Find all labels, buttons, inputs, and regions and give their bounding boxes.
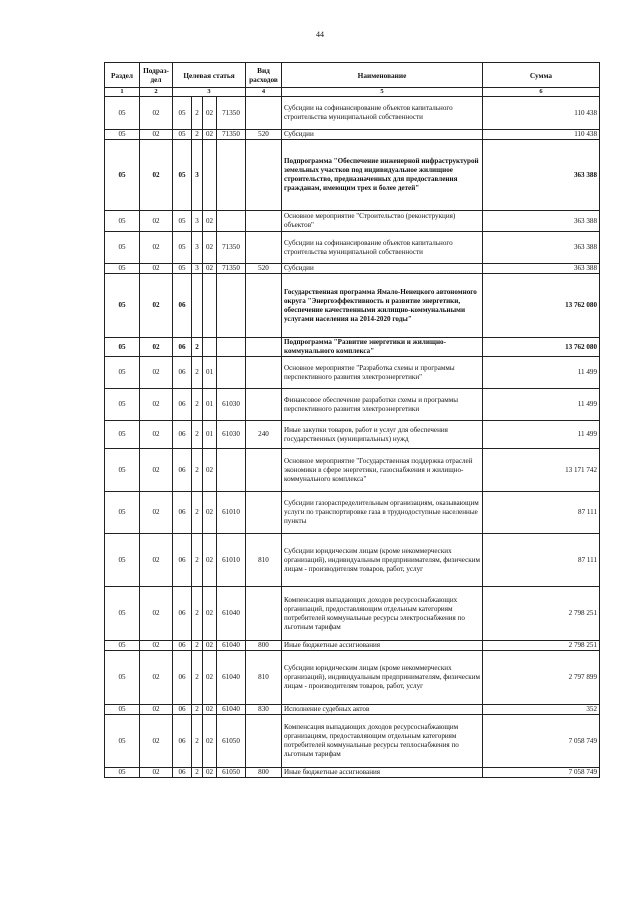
cell-target-measure bbox=[203, 338, 217, 357]
cell-target-program: 06 bbox=[173, 651, 192, 705]
cell-naimenovanie: Субсидии на софинансирование объектов капитального строительства муниципальной собственности bbox=[282, 232, 483, 264]
cell-naimenovanie: Субсидии bbox=[282, 264, 483, 274]
cell-target-measure: 01 bbox=[203, 357, 217, 389]
cell-podrazdel: 02 bbox=[140, 389, 173, 421]
table-row bbox=[105, 651, 600, 705]
cell-summa: 87 111 bbox=[483, 534, 600, 587]
cell-vid-raskhodov bbox=[246, 715, 282, 768]
cell-summa: 110 438 bbox=[483, 130, 600, 140]
cell-summa: 7 058 749 bbox=[483, 715, 600, 768]
column-number: 4 bbox=[246, 88, 282, 97]
cell-naimenovanie: Основное мероприятие "Государственная поддержка отраслей экономики в сфере энергетики, газоснабжения и жилищно-коммунального комплекса" bbox=[282, 449, 483, 492]
cell-podrazdel: 02 bbox=[140, 264, 173, 274]
cell-target-program: 05 bbox=[173, 130, 192, 140]
table-row bbox=[105, 274, 600, 338]
cell-target-program: 05 bbox=[173, 264, 192, 274]
cell-naimenovanie: Основное мероприятие "Разработка схемы и программы перспективного развития электроэнергетики" bbox=[282, 357, 483, 389]
cell-naimenovanie: Финансовое обеспечение разработки схемы и программы перспективного развития электроэнергетики bbox=[282, 389, 483, 421]
cell-target-measure: 02 bbox=[203, 651, 217, 705]
table-row bbox=[105, 264, 600, 274]
cell-target-subprogram: 2 bbox=[192, 587, 203, 641]
cell-target-direction bbox=[217, 140, 246, 211]
cell-naimenovanie: Субсидии юридическим лицам (кроме некоммерческих организаций), индивидуальным предпринимателям, физическим лицам - производителям товаров, работ, услуг bbox=[282, 651, 483, 705]
cell-podrazdel: 02 bbox=[140, 130, 173, 140]
cell-razdel: 05 bbox=[105, 130, 140, 140]
cell-target-subprogram: 2 bbox=[192, 705, 203, 715]
cell-naimenovanie: Подпрограмма "Развитие энергетики и жилищно-коммунального комплекса" bbox=[282, 338, 483, 357]
header-vid-raskhodov: Вид расходов bbox=[246, 63, 282, 88]
cell-podrazdel: 02 bbox=[140, 421, 173, 449]
cell-razdel: 05 bbox=[105, 338, 140, 357]
cell-razdel: 05 bbox=[105, 715, 140, 768]
cell-target-subprogram: 2 bbox=[192, 421, 203, 449]
header-podrazdel: Подраз-дел bbox=[140, 63, 173, 88]
cell-target-direction: 61040 bbox=[217, 705, 246, 715]
cell-vid-raskhodov bbox=[246, 357, 282, 389]
cell-vid-raskhodov: 520 bbox=[246, 264, 282, 274]
cell-target-direction: 61010 bbox=[217, 492, 246, 534]
cell-razdel: 05 bbox=[105, 274, 140, 338]
cell-naimenovanie: Субсидии bbox=[282, 130, 483, 140]
cell-target-program: 05 bbox=[173, 97, 192, 130]
cell-naimenovanie: Компенсация выпадающих доходов ресурсоснабжающих организаций, предоставляющим отдельным категориям потребителей коммунальные ресурсы электроснабжения по льготным тарифам bbox=[282, 587, 483, 641]
cell-summa: 363 388 bbox=[483, 232, 600, 264]
table-row bbox=[105, 97, 600, 130]
table-row bbox=[105, 492, 600, 534]
table-row bbox=[105, 587, 600, 641]
cell-vid-raskhodov: 800 bbox=[246, 641, 282, 651]
table-row bbox=[105, 641, 600, 651]
cell-target-direction: 61040 bbox=[217, 651, 246, 705]
cell-target-direction bbox=[217, 338, 246, 357]
cell-razdel: 05 bbox=[105, 421, 140, 449]
cell-razdel: 05 bbox=[105, 232, 140, 264]
cell-vid-raskhodov bbox=[246, 389, 282, 421]
cell-target-measure: 02 bbox=[203, 97, 217, 130]
cell-target-subprogram: 2 bbox=[192, 641, 203, 651]
cell-target-subprogram: 2 bbox=[192, 97, 203, 130]
column-number: 1 bbox=[105, 88, 140, 97]
cell-target-subprogram: 2 bbox=[192, 130, 203, 140]
cell-naimenovanie: Субсидии юридическим лицам (кроме некоммерческих организаций), индивидуальным предпринимателям, физическим лицам - производителям товаров, работ, услуг bbox=[282, 534, 483, 587]
cell-podrazdel: 02 bbox=[140, 274, 173, 338]
cell-podrazdel: 02 bbox=[140, 97, 173, 130]
cell-podrazdel: 02 bbox=[140, 641, 173, 651]
table-row bbox=[105, 421, 600, 449]
cell-target-measure: 02 bbox=[203, 768, 217, 778]
cell-target-subprogram: 2 bbox=[192, 389, 203, 421]
cell-podrazdel: 02 bbox=[140, 357, 173, 389]
cell-naimenovanie: Иные бюджетные ассигнования bbox=[282, 768, 483, 778]
table-row bbox=[105, 211, 600, 232]
cell-vid-raskhodov bbox=[246, 97, 282, 130]
cell-summa: 11 499 bbox=[483, 389, 600, 421]
cell-summa: 363 388 bbox=[483, 264, 600, 274]
cell-target-direction: 71350 bbox=[217, 130, 246, 140]
table-row bbox=[105, 449, 600, 492]
cell-vid-raskhodov bbox=[246, 338, 282, 357]
header-tselevaya-statya: Целевая статья bbox=[173, 63, 246, 88]
cell-vid-raskhodov bbox=[246, 211, 282, 232]
cell-razdel: 05 bbox=[105, 492, 140, 534]
cell-vid-raskhodov bbox=[246, 232, 282, 264]
cell-target-program: 06 bbox=[173, 715, 192, 768]
cell-target-subprogram: 3 bbox=[192, 232, 203, 264]
column-number: 6 bbox=[483, 88, 600, 97]
cell-target-direction bbox=[217, 211, 246, 232]
cell-target-measure: 02 bbox=[203, 130, 217, 140]
cell-vid-raskhodov: 240 bbox=[246, 421, 282, 449]
column-number-row bbox=[105, 88, 600, 97]
cell-target-direction: 61040 bbox=[217, 641, 246, 651]
cell-vid-raskhodov bbox=[246, 587, 282, 641]
cell-target-measure: 02 bbox=[203, 492, 217, 534]
cell-target-direction bbox=[217, 274, 246, 338]
cell-podrazdel: 02 bbox=[140, 705, 173, 715]
table-header-row bbox=[105, 63, 600, 88]
cell-target-program: 05 bbox=[173, 232, 192, 264]
cell-summa: 7 058 749 bbox=[483, 768, 600, 778]
cell-razdel: 05 bbox=[105, 641, 140, 651]
cell-podrazdel: 02 bbox=[140, 492, 173, 534]
cell-summa: 363 388 bbox=[483, 140, 600, 211]
cell-razdel: 05 bbox=[105, 389, 140, 421]
cell-target-program: 06 bbox=[173, 421, 192, 449]
cell-summa: 110 438 bbox=[483, 97, 600, 130]
cell-target-program: 06 bbox=[173, 768, 192, 778]
cell-naimenovanie: Иные бюджетные ассигнования bbox=[282, 641, 483, 651]
cell-vid-raskhodov bbox=[246, 140, 282, 211]
cell-summa: 11 499 bbox=[483, 421, 600, 449]
cell-summa: 13 171 742 bbox=[483, 449, 600, 492]
cell-target-program: 05 bbox=[173, 211, 192, 232]
budget-table bbox=[104, 62, 600, 778]
cell-podrazdel: 02 bbox=[140, 449, 173, 492]
table-row bbox=[105, 357, 600, 389]
cell-podrazdel: 02 bbox=[140, 232, 173, 264]
cell-target-program: 06 bbox=[173, 449, 192, 492]
cell-target-measure bbox=[203, 140, 217, 211]
cell-target-program: 06 bbox=[173, 274, 192, 338]
cell-summa: 87 111 bbox=[483, 492, 600, 534]
table-row bbox=[105, 389, 600, 421]
cell-podrazdel: 02 bbox=[140, 534, 173, 587]
cell-target-program: 06 bbox=[173, 641, 192, 651]
cell-naimenovanie: Государственная программа Ямало-Ненецкого автономного округа "Энергоэффективность и развитие энергетики, обеспечение качественными жилищно-коммунальными услугами населения на 2014-2020 годы" bbox=[282, 274, 483, 338]
cell-target-measure: 02 bbox=[203, 641, 217, 651]
header-razdel: Раздел bbox=[105, 63, 140, 88]
cell-target-measure: 02 bbox=[203, 232, 217, 264]
table-row bbox=[105, 140, 600, 211]
cell-naimenovanie: Исполнение судебных актов bbox=[282, 705, 483, 715]
cell-razdel: 05 bbox=[105, 768, 140, 778]
cell-target-direction: 61030 bbox=[217, 389, 246, 421]
cell-summa: 363 388 bbox=[483, 211, 600, 232]
cell-target-subprogram: 2 bbox=[192, 651, 203, 705]
table-row bbox=[105, 130, 600, 140]
cell-target-direction: 61040 bbox=[217, 587, 246, 641]
cell-target-direction: 61050 bbox=[217, 715, 246, 768]
cell-razdel: 05 bbox=[105, 587, 140, 641]
table-row bbox=[105, 534, 600, 587]
cell-podrazdel: 02 bbox=[140, 338, 173, 357]
cell-target-measure bbox=[203, 274, 217, 338]
cell-target-measure: 02 bbox=[203, 587, 217, 641]
cell-vid-raskhodov: 800 bbox=[246, 768, 282, 778]
cell-target-subprogram: 2 bbox=[192, 715, 203, 768]
cell-razdel: 05 bbox=[105, 264, 140, 274]
cell-target-subprogram: 3 bbox=[192, 211, 203, 232]
header-summa: Сумма bbox=[483, 63, 600, 88]
cell-target-subprogram: 2 bbox=[192, 768, 203, 778]
cell-target-measure: 02 bbox=[203, 449, 217, 492]
header-naimenovanie: Наименование bbox=[282, 63, 483, 88]
cell-naimenovanie: Основное мероприятие "Строительство (реконструкция) объектов" bbox=[282, 211, 483, 232]
cell-vid-raskhodov bbox=[246, 449, 282, 492]
cell-podrazdel: 02 bbox=[140, 140, 173, 211]
cell-target-subprogram: 3 bbox=[192, 140, 203, 211]
cell-razdel: 05 bbox=[105, 651, 140, 705]
cell-podrazdel: 02 bbox=[140, 651, 173, 705]
page-number: 44 bbox=[316, 30, 324, 39]
cell-target-subprogram: 2 bbox=[192, 449, 203, 492]
table-row bbox=[105, 338, 600, 357]
cell-summa: 2 798 251 bbox=[483, 641, 600, 651]
cell-naimenovanie: Компенсация выпадающих доходов ресурсоснабжающим организациям, предоставляющим отдельным категориям потребителей коммунальные ресурсы теплоснабжения по льготным тарифам bbox=[282, 715, 483, 768]
cell-vid-raskhodov: 810 bbox=[246, 534, 282, 587]
cell-podrazdel: 02 bbox=[140, 768, 173, 778]
cell-podrazdel: 02 bbox=[140, 211, 173, 232]
cell-target-subprogram: 2 bbox=[192, 357, 203, 389]
table-row bbox=[105, 705, 600, 715]
cell-target-direction: 71350 bbox=[217, 264, 246, 274]
table-row bbox=[105, 232, 600, 264]
cell-target-program: 05 bbox=[173, 140, 192, 211]
cell-razdel: 05 bbox=[105, 357, 140, 389]
cell-target-program: 06 bbox=[173, 534, 192, 587]
cell-target-direction: 61050 bbox=[217, 768, 246, 778]
cell-target-direction bbox=[217, 357, 246, 389]
cell-target-direction: 61010 bbox=[217, 534, 246, 587]
cell-target-program: 06 bbox=[173, 492, 192, 534]
cell-target-direction: 71350 bbox=[217, 97, 246, 130]
cell-razdel: 05 bbox=[105, 97, 140, 130]
cell-target-subprogram: 2 bbox=[192, 338, 203, 357]
cell-naimenovanie: Подпрограмма "Обеспечение инженерной инфраструктурой земельных участков под индивидуальное жилищное строительство, предназначенных для предоставления гражданам, имеющим трех и более детей" bbox=[282, 140, 483, 211]
cell-summa: 2 798 251 bbox=[483, 587, 600, 641]
cell-summa: 2 797 899 bbox=[483, 651, 600, 705]
cell-target-measure: 02 bbox=[203, 264, 217, 274]
cell-target-program: 06 bbox=[173, 587, 192, 641]
table-row bbox=[105, 715, 600, 768]
cell-target-measure: 02 bbox=[203, 211, 217, 232]
cell-razdel: 05 bbox=[105, 140, 140, 211]
cell-razdel: 05 bbox=[105, 211, 140, 232]
column-number: 3 bbox=[173, 88, 246, 97]
cell-vid-raskhodov: 520 bbox=[246, 130, 282, 140]
cell-summa: 13 762 080 bbox=[483, 338, 600, 357]
cell-razdel: 05 bbox=[105, 449, 140, 492]
cell-target-direction: 71350 bbox=[217, 232, 246, 264]
table-row bbox=[105, 768, 600, 778]
cell-target-measure: 02 bbox=[203, 534, 217, 587]
cell-razdel: 05 bbox=[105, 534, 140, 587]
column-number: 5 bbox=[282, 88, 483, 97]
cell-target-program: 06 bbox=[173, 389, 192, 421]
cell-target-measure: 01 bbox=[203, 389, 217, 421]
cell-target-program: 06 bbox=[173, 338, 192, 357]
cell-naimenovanie: Иные закупки товаров, работ и услуг для обеспечения государственных (муниципальных) нужд bbox=[282, 421, 483, 449]
cell-vid-raskhodov: 810 bbox=[246, 651, 282, 705]
cell-naimenovanie: Субсидии на софинансирование объектов капитального строительства муниципальной собственности bbox=[282, 97, 483, 130]
cell-target-subprogram: 2 bbox=[192, 492, 203, 534]
cell-target-program: 06 bbox=[173, 705, 192, 715]
cell-target-direction bbox=[217, 449, 246, 492]
cell-razdel: 05 bbox=[105, 705, 140, 715]
cell-podrazdel: 02 bbox=[140, 715, 173, 768]
cell-podrazdel: 02 bbox=[140, 587, 173, 641]
cell-summa: 11 499 bbox=[483, 357, 600, 389]
cell-vid-raskhodov bbox=[246, 274, 282, 338]
cell-vid-raskhodov: 830 bbox=[246, 705, 282, 715]
cell-vid-raskhodov bbox=[246, 492, 282, 534]
cell-target-subprogram bbox=[192, 274, 203, 338]
cell-target-measure: 01 bbox=[203, 421, 217, 449]
cell-target-program: 06 bbox=[173, 357, 192, 389]
cell-target-direction: 61030 bbox=[217, 421, 246, 449]
cell-naimenovanie: Субсидии газораспределительным организациям, оказывающим услуги по транспортировке газа в труднодоступные населенные пункты bbox=[282, 492, 483, 534]
cell-target-subprogram: 2 bbox=[192, 534, 203, 587]
cell-summa: 352 bbox=[483, 705, 600, 715]
cell-target-measure: 02 bbox=[203, 705, 217, 715]
cell-target-measure: 02 bbox=[203, 715, 217, 768]
cell-target-subprogram: 3 bbox=[192, 264, 203, 274]
column-number: 2 bbox=[140, 88, 173, 97]
cell-summa: 13 762 080 bbox=[483, 274, 600, 338]
